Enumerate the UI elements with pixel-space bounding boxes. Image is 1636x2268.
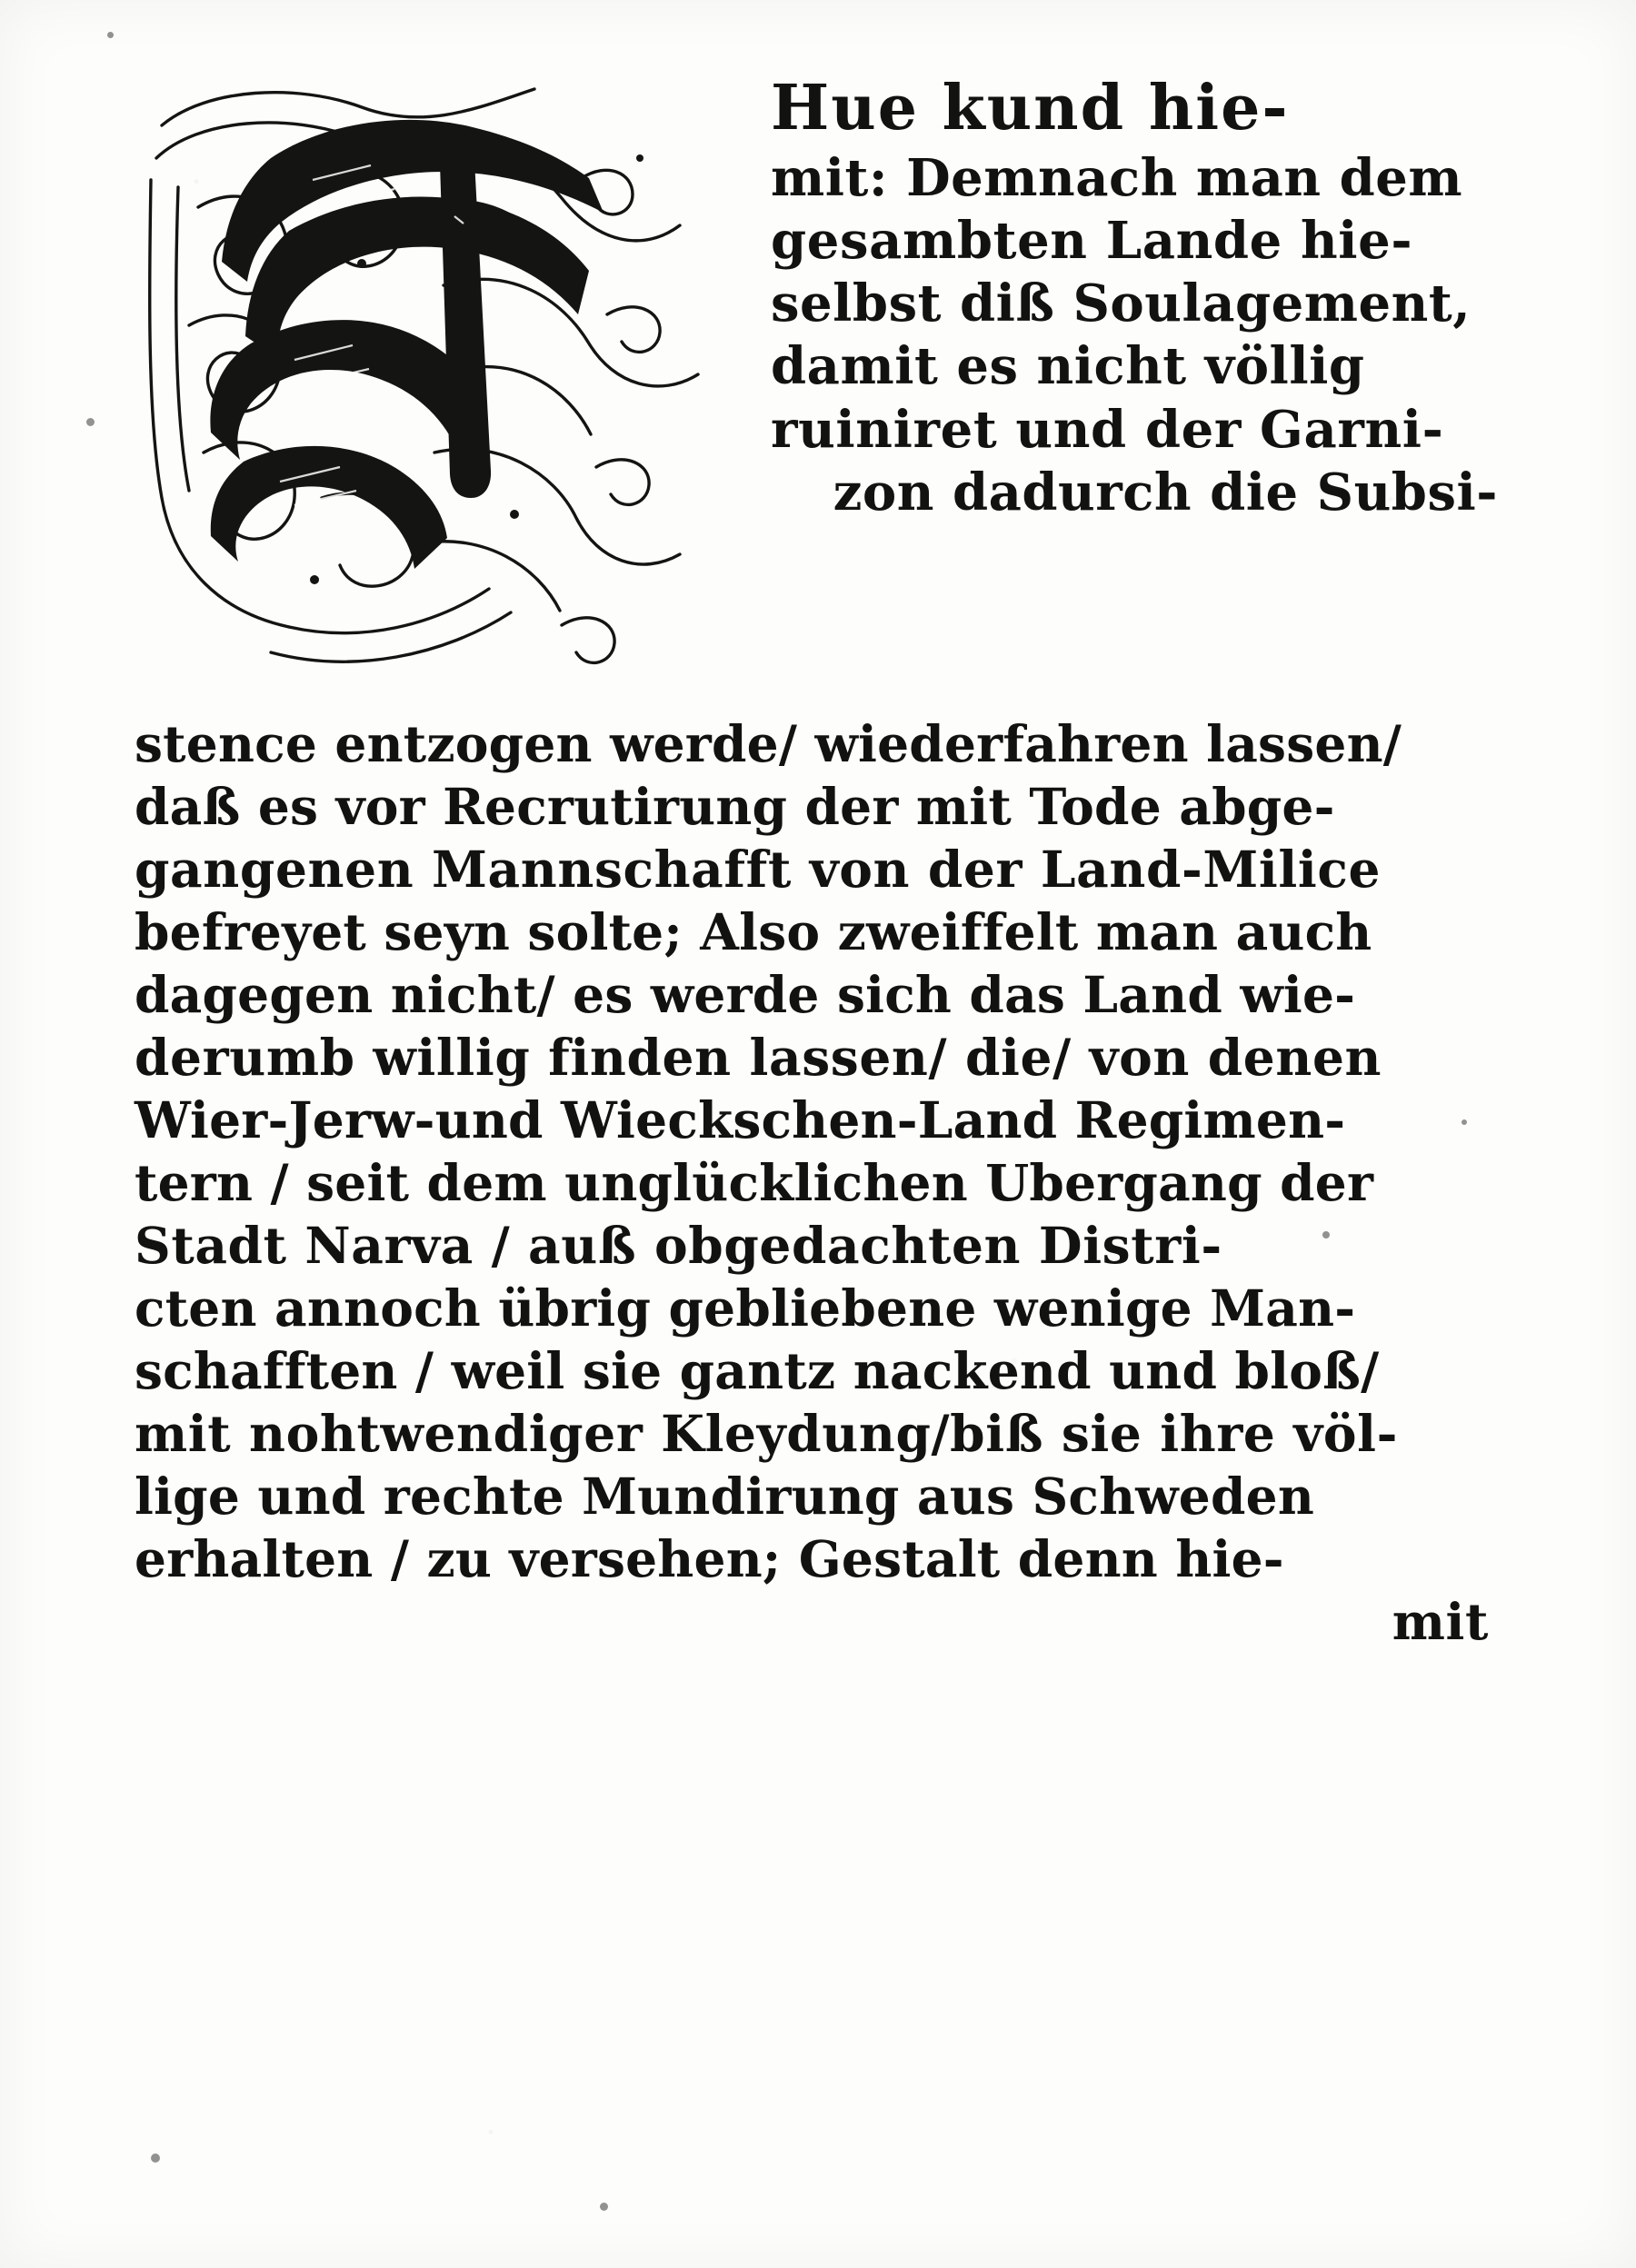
- opening-line: ruiniret und der Garni-: [771, 399, 1444, 460]
- body-line: befreyet seyn solte; Also zweiffelt man auch: [135, 902, 1372, 962]
- paper-speck: [600, 2203, 608, 2211]
- opening-line: Hue kund hie-: [771, 72, 1290, 144]
- body-line: daß es vor Recrutirung der mit Tode abge-: [135, 777, 1335, 837]
- body-line: tern / seit dem unglücklichen Ubergang der: [135, 1153, 1374, 1213]
- body-line: Stadt Narva / auß obgedachten Distri-: [135, 1216, 1222, 1276]
- opening-line: gesambten Lande hie-: [771, 211, 1413, 272]
- body-line: lige und rechte Mundirung aus Schweden: [135, 1467, 1315, 1527]
- opening-line: damit es nicht völlig: [771, 336, 1365, 397]
- opening-line: zon dadurch die Subsi-: [833, 462, 1498, 522]
- body-line: schafften / weil sie gantz nackend und bloß/: [135, 1341, 1380, 1401]
- body-line: cten annoch übrig gebliebene wenige Man-: [135, 1278, 1356, 1338]
- body-lines: [135, 707, 1498, 1653]
- body-line: derumb willig finden lassen/ die/ von denen: [135, 1028, 1382, 1088]
- body-line: gangenen Mannschafft von der Land-Milice: [135, 840, 1382, 900]
- body-line: Wier-Jerw-und Wieckschen-Land Regimen-: [135, 1090, 1346, 1150]
- catchword: mit: [1392, 1592, 1489, 1652]
- body-line: dagegen nicht/ es werde sich das Land wie-: [135, 965, 1356, 1025]
- paper-speck: [151, 2154, 160, 2163]
- body-line: erhalten / zu versehen; Gestalt denn hie-: [135, 1529, 1284, 1589]
- opening-line: selbst diß Soulagement,: [771, 274, 1471, 334]
- body-line: stence entzogen werde/ wiederfahren lassen/: [135, 714, 1402, 773]
- paper-speck: [107, 32, 114, 38]
- text-block: [135, 71, 1498, 1653]
- opening-lines: [771, 71, 1498, 524]
- body-line: mit nohtwendiger Kleydung/biß sie ihre völ-: [135, 1404, 1399, 1464]
- ornamental-initial-T: [135, 71, 753, 707]
- paper-speck: [86, 418, 95, 426]
- opening-line: mit: Demnach man dem: [771, 147, 1463, 208]
